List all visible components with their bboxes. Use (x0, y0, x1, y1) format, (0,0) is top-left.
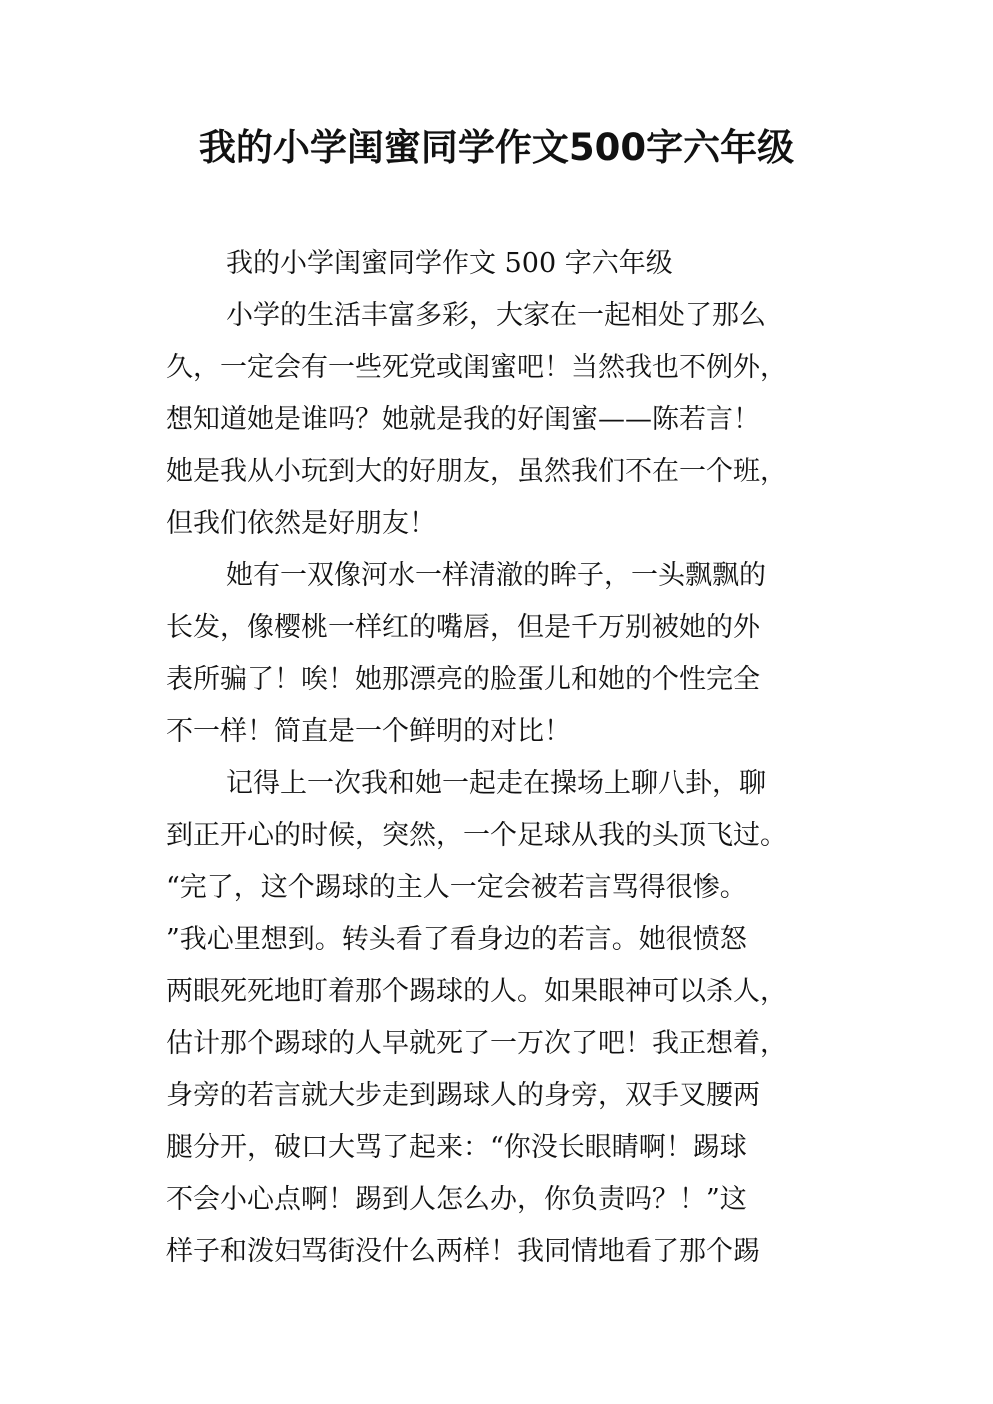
subtitle-line: 我的小学闺蜜同学作文 500 字六年级 (226, 248, 673, 279)
paragraph-3-line-2: 到正开心的时候，突然，一个足球从我的头顶飞过。 (166, 820, 787, 851)
paragraph-2-line-3: 表所骗了！唉！她那漂亮的脸蛋儿和她的个性完全 (166, 664, 760, 695)
paragraph-3-line-6: 估计那个踢球的人早就死了一万次了吧！我正想着， (166, 1028, 787, 1059)
paragraph-1-line-2: 久，一定会有一些死党或闺蜜吧！当然我也不例外， (166, 352, 787, 383)
paragraph-2-line-1: 她有一双像河水一样清澈的眸子，一头飘飘的 (226, 560, 766, 591)
paragraph-3-line-3: “完了，这个踢球的主人一定会被若言骂得很惨。 (166, 872, 747, 903)
paragraph-2-line-2: 长发，像樱桃一样红的嘴唇，但是千万别被她的外 (166, 612, 760, 643)
document-body (166, 238, 831, 1278)
document-title: 我的小学闺蜜同学作文500字六年级 (198, 126, 795, 169)
paragraph-2-line-4: 不一样！简直是一个鲜明的对比！ (166, 716, 571, 747)
paragraph-3-line-5: 两眼死死地盯着那个踢球的人。如果眼神可以杀人， (166, 976, 787, 1007)
paragraph-1-line-3: 想知道她是谁吗？她就是我的好闺蜜——陈若言！ (166, 404, 760, 435)
paragraph-3-line-8: 腿分开，破口大骂了起来：“你没长眼睛啊！踢球 (166, 1132, 747, 1163)
paragraph-1-line-5: 但我们依然是好朋友！ (166, 508, 436, 539)
paragraph-3-line-9: 不会小心点啊！踢到人怎么办，你负责吗？！”这 (166, 1184, 747, 1215)
paragraph-3-line-10: 样子和泼妇骂街没什么两样！我同情地看了那个踢 (166, 1236, 760, 1267)
paragraph-3-line-7: 身旁的若言就大步走到踢球人的身旁，双手叉腰两 (166, 1080, 760, 1111)
paragraph-1-line-4: 她是我从小玩到大的好朋友，虽然我们不在一个班， (166, 456, 787, 487)
paragraph-3-line-1: 记得上一次我和她一起走在操场上聊八卦，聊 (226, 768, 766, 799)
paragraph-1-line-1: 小学的生活丰富多彩，大家在一起相处了那么 (226, 300, 766, 331)
paragraph-3-line-4: ”我心里想到。转头看了看身边的若言。她很愤怒 (166, 924, 747, 955)
